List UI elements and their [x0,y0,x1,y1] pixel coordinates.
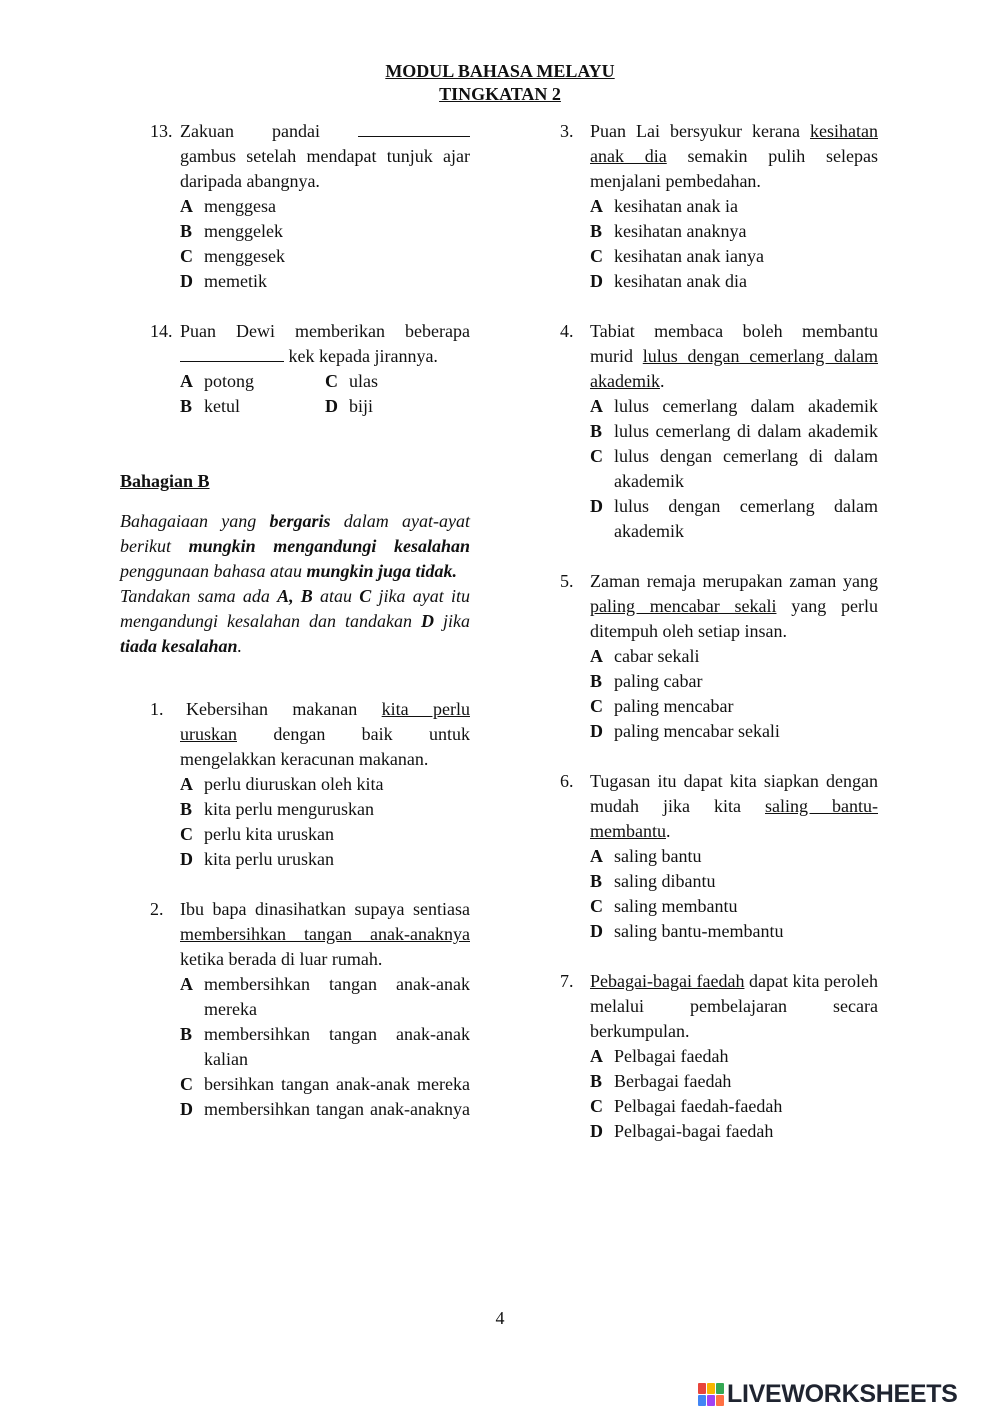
question-4 [555,319,878,544]
question-stem: Puan Lai bersyukur kerana kesihatan anak dia semakin pulih selepas menjalani pembedahan. [590,121,878,191]
option-d[interactable]: D saling bantu-membantu [590,921,784,941]
question-stem: Zaman remaja merupakan zaman yang paling mencabar sekali yang perlu ditempuh oleh setiap insan. [590,571,878,641]
option-c[interactable]: C bersihkan tangan anak-anak mereka [180,1074,470,1094]
option-c[interactable]: C ulas [325,371,378,391]
option-c[interactable]: C perlu kita uruskan [180,824,334,844]
section-instructions: Bahagaiaan yang bergaris dalam ayat-ayat berikut mungkin mengandungi kesalahan penggunaan bahasa atau mungkin juga tidak. [120,511,470,581]
option-c[interactable]: C kesihatan anak ianya [590,246,764,266]
option-d[interactable]: D kita perlu uruskan [180,849,334,869]
option-b[interactable]: B Berbagai faedah [590,1071,732,1091]
option-d[interactable]: D biji [325,396,374,416]
option-d[interactable]: D kesihatan anak dia [590,271,747,291]
option-a[interactable]: A membersihkan tangan anak-anak mereka [180,974,470,1019]
option-c[interactable]: C paling mencabar [590,696,734,716]
question-stem: Tugasan itu dapat kita siapkan dengan mudah jika kita saling bantu-membantu. [590,771,878,841]
question-number: 3. [560,121,574,141]
question-number: 13. [150,121,173,141]
option-a[interactable]: A kesihatan anak ia [590,196,738,216]
question-stem: Pebagai-bagai faedah dapat kita peroleh melalui pembelajaran secara berkumpulan. [590,971,878,1041]
liveworksheets-logo-icon [698,1383,724,1406]
question-7 [555,969,878,1144]
option-b[interactable]: B kesihatan anaknya [590,221,747,241]
answer-blank[interactable] [358,119,470,137]
option-b[interactable]: B saling dibantu [590,871,716,891]
option-b[interactable]: B ketul [180,396,240,416]
question-number: 5. [560,571,574,591]
left-column [120,119,470,1122]
option-b[interactable]: B paling cabar [590,671,703,691]
question-number: 2. [150,899,164,919]
question-stem: Kebersihan makanan kita perlu uruskan dengan baik untuk mengelakkan keracunan makanan. [180,699,470,769]
option-a[interactable]: A potong [180,371,255,391]
question-number: 7. [560,971,574,991]
option-d[interactable]: D memetik [180,271,267,291]
marking-instructions: Tandakan sama ada A, B atau C jika ayat itu mengandungi kesalahan dan tandakan D jika tiada kesalahan. [120,586,470,656]
right-column [555,119,878,1144]
option-d[interactable]: D Pelbagai-bagai faedah [590,1121,774,1141]
question-number: 4. [560,321,574,341]
question-number: 6. [560,771,574,791]
option-d[interactable]: D lulus dengan cemerlang dalam akademik [590,496,878,541]
option-c[interactable]: C Pelbagai faedah-faedah [590,1096,783,1116]
question-2 [120,897,470,1122]
liveworksheets-logo[interactable] [698,1380,958,1409]
answer-blank[interactable] [180,344,284,362]
form-level: TINGKATAN 2 [439,84,561,104]
question-14 [120,319,470,419]
question-3 [555,119,878,294]
question-number: 1. [150,699,164,719]
question-1 [120,697,470,872]
question-stem: Puan Dewi memberikan beberapa kek kepada jirannya. [180,321,470,366]
option-d[interactable]: D paling mencabar sekali [590,721,780,741]
option-b[interactable]: B kita perlu menguruskan [180,799,374,819]
option-a[interactable]: A lulus cemerlang dalam akademik [590,396,878,416]
option-a[interactable]: A Pelbagai faedah [590,1046,729,1066]
question-5 [555,569,878,744]
option-b[interactable]: B lulus cemerlang di dalam akademik [590,421,878,441]
option-c[interactable]: C lulus dengan cemerlang di dalam akademik [590,446,878,491]
question-13 [120,119,470,294]
option-b[interactable]: B menggelek [180,221,283,241]
liveworksheets-wordmark: LIVEWORKSHEETS [727,1380,958,1408]
question-number: 14. [150,321,173,341]
section-title: Bahagian B [120,471,210,491]
option-a[interactable]: A perlu diuruskan oleh kita [180,774,384,794]
option-c[interactable]: C saling membantu [590,896,738,916]
document-header [0,60,1000,106]
option-c[interactable]: C menggesek [180,246,285,266]
option-a[interactable]: A menggesa [180,196,276,216]
option-a[interactable]: A cabar sekali [590,646,700,666]
question-stem: Zakuan pandai gambus setelah mendapat tunjuk ajar daripada abangnya. [180,121,470,191]
question-6 [555,769,878,944]
page-number: 4 [495,1308,505,1328]
question-stem: Tabiat membaca boleh membantu murid lulus dengan cemerlang dalam akademik. [590,321,878,391]
option-b[interactable]: B membersihkan tangan anak-anak kalian [180,1024,470,1069]
option-a[interactable]: A saling bantu [590,846,702,866]
module-title: MODUL BAHASA MELAYU [385,61,615,81]
question-stem: Ibu bapa dinasihatkan supaya sentiasa membersihkan tangan anak-anaknya ketika berada di luar rumah. [180,899,470,969]
option-d[interactable]: D membersihkan tangan anak-anaknya [180,1099,470,1119]
